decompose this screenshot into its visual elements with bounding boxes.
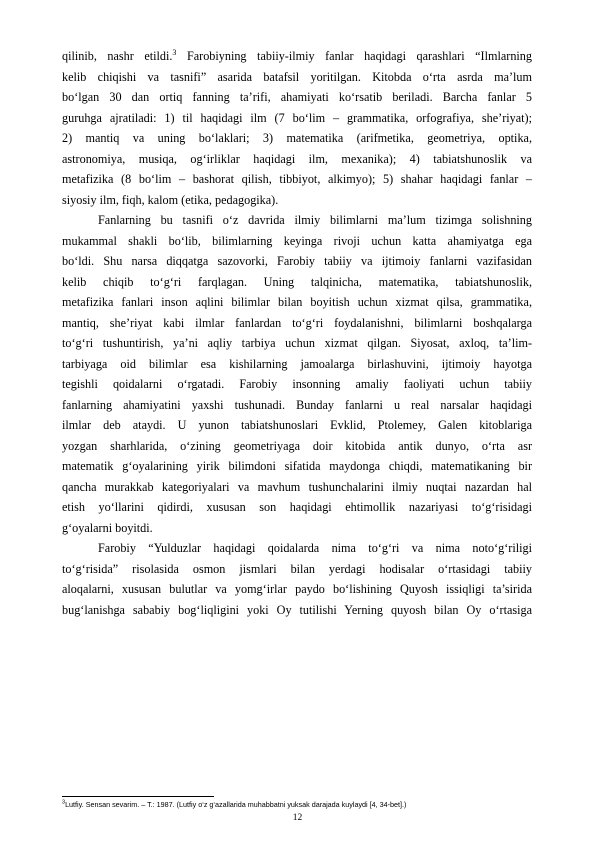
- text-line: kelib chiqishi va tasnifi” asarida batafsil yoritilgan. Kitobda o‘rta asrda ma’lum: [62, 69, 532, 84]
- text-line: astronomiya, musiqa, og‘irliklar haqidagi ilm, mexanika); 4) tabiatshunoslik va: [62, 151, 532, 166]
- text-line: etish yo‘llarini qidirdi, xususan son haqidagi ehtimollik nazariyasi to‘g‘risidagi: [62, 500, 532, 514]
- text-line: bug‘lanishga sababiy bog‘liqligini yoki Oy tutilishi Yerning quyosh bilan Oy o‘rtasiga: [62, 602, 532, 617]
- text-line: Farobiy “Yulduzlar haqidagi qoidalarda nima to‘g‘ri va nima noto‘g‘riligi: [98, 541, 532, 555]
- text-line: g‘oyalarni boyitdi.: [62, 520, 153, 535]
- text-line: tegishli qoidalarni o‘rgatadi. Farobiy insonning amaliy faoliyati uchun tabiiy: [62, 377, 532, 391]
- text-line: yozgan sharhlarida, o‘zining geometriyaga doir kitobida antik dunyo, o‘rta asr: [62, 438, 532, 453]
- text-line: mukammal shakli bo‘lib, bilimlarning keyinga rivoji uchun katta ahamiyatga ega: [62, 233, 532, 248]
- footnote-mark: 3: [62, 799, 66, 806]
- text-line: metafizika (8 bo‘lim – bashorat qilish, tibbiyot, alkimyo); 5) shahar haqidagi fanlar –: [62, 172, 532, 186]
- footnote-reference: 3: [172, 47, 177, 57]
- text-line: metafizika fanlari inson aqlini bilimlar bilan boyitish uchun xizmat qilsa, grammatika,: [62, 295, 532, 309]
- text-line: tarbiyaga oid bilimlar esa kishilarning jamoalarga birlashuvini, ijtimoiy hayotga: [62, 356, 532, 371]
- page-number: 12: [292, 813, 303, 823]
- text-line: qancha murakkab kategoriyalari va mavhum tushunchalarini ilmiy nuqtai nazardan hal: [62, 479, 532, 494]
- text-segment: Farobiyning tabiiy-ilmiy fanlar haqidagi qarashlari “Ilmlarning: [176, 49, 532, 63]
- text-line: Fanlarning bu tasnifi o‘z davrida ilmiy bilimlarni ma’lum tizimga solishning: [98, 213, 532, 227]
- text-segment: qilinib, nashr etildi.: [62, 49, 173, 63]
- text-line: 2) mantiq va uning bo‘laklari; 3) matematika (arifmetika, geometriya, optika,: [62, 131, 532, 145]
- text-line: siyosiy ilm, fiqh, kalom (etika, pedagogika).: [62, 192, 279, 207]
- text-line: [62, 48, 532, 64]
- text-line: to‘g‘ri tushuntirish, ya’ni aqliy tarbiya uchun xizmat qilgan. Siyosat, axloq, ta’lim-: [62, 336, 532, 350]
- text-line: fanlarning ahamiyatini yaxshi tushunadi. Bunday fanlarni u real narsalar haqidagi: [62, 397, 532, 412]
- text-line: guruhga ajratiladi: 1) til haqidagi ilm (7 bo‘lim – grammatika, orfografiya, she’riyat);: [62, 110, 532, 125]
- footnote-separator: [62, 796, 214, 797]
- text-line: bo‘lgan 30 dan ortiq fanning ta’rifi, ahamiyati ko‘rsatib beriladi. Barcha fanlar 5: [62, 90, 532, 104]
- text-line: bo‘ldi. Shu narsa diqqatga sazovorki, Farobiy tabiiy va ijtimoiy fanlarni vazifasidan: [62, 254, 532, 268]
- footnote-text: Lutfiy. Sensan sevarim. – T.: 1987. (Lutfiy o‘z g‘azallarida muhabbatni yuksak darajada kuylaydi [4, 34-bet].): [65, 800, 407, 809]
- text-line: to‘g‘risida” risolasida osmon jismlari bilan yerdagi hodisalar o‘rtasidagi tabiiy: [62, 561, 532, 576]
- text-line: mantiq, she’riyat kabi ilmlar fanlardan to‘g‘ri foydalanishni, bilimlarni boshqalarga: [62, 315, 532, 330]
- text-line: kelib chiqib to‘g‘ri farqlagan. Uning talqinicha, matematika, tabiatshunoslik,: [62, 274, 532, 289]
- text-line: aloqalarni, xususan bulutlar va yomg‘irlar paydo bo‘lishining Quyosh issiqligi ta’sirida: [62, 582, 532, 596]
- text-line: matematik g‘oyalarining yirik bilimdoni sifatida maydonga chiqdi, matematikaning bir: [62, 459, 532, 473]
- footnote: [62, 800, 532, 810]
- text-line: ilmlar deb ataydi. U yunon tabiatshunoslari Evklid, Ptolemey, Galen kitoblariga: [62, 418, 532, 432]
